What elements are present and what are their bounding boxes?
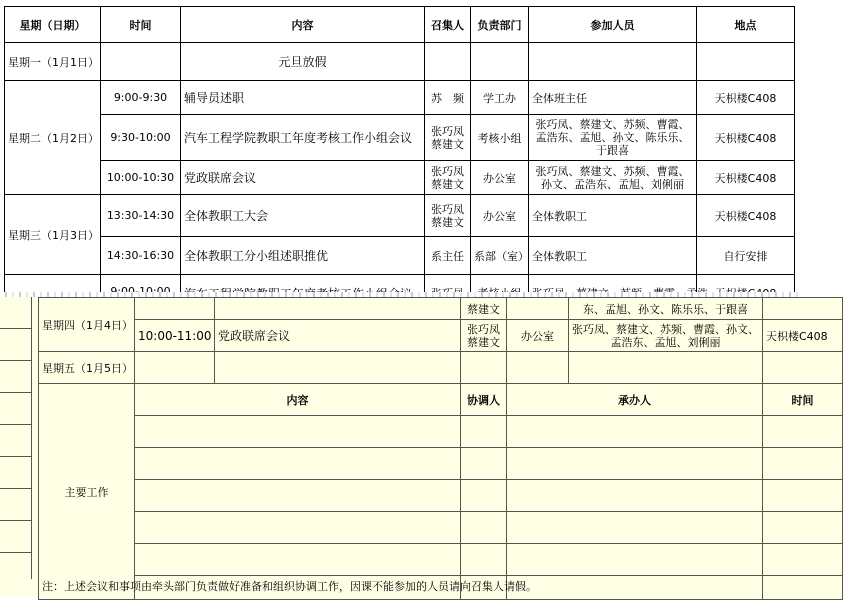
day-cell: 星期五（1月5日）: [39, 352, 135, 384]
table-row: [5, 81, 795, 115]
header-content: 内容: [181, 7, 425, 43]
time-cell: 13:30-14:30: [101, 195, 181, 237]
content-cell: 党政联席会议: [181, 161, 425, 195]
content-cell: 辅导员述职: [181, 81, 425, 115]
place-cell: 天枳楼C408: [697, 115, 795, 161]
main-work-label: 主要工作: [39, 384, 135, 600]
time-cell: 10:00-10:30: [101, 161, 181, 195]
place-cell: 天枳楼C408: [763, 320, 843, 352]
time-cell: 14:30-16:30: [101, 237, 181, 275]
work-header-content: 内容: [135, 384, 461, 416]
people-cell: 张巧凤、蔡建文、苏频、曹霞、孙文、孟浩东、孟旭、刘俐丽: [569, 320, 763, 352]
dept-cell: 系部（室）: [471, 237, 529, 275]
header-place: 地点: [697, 7, 795, 43]
day-cell: 星期四（1月4日）: [39, 298, 135, 352]
dept-cell: 办公室: [471, 195, 529, 237]
place-cell: 自行安排: [697, 237, 795, 275]
header-day: 星期（日期）: [5, 7, 101, 43]
place-cell: 天枳楼C408: [697, 81, 795, 115]
place-cell: 天枳楼C408: [697, 161, 795, 195]
header-dept: 负责部门: [471, 7, 529, 43]
header-convener: 召集人: [425, 7, 471, 43]
people-cell: 全体班主任: [529, 81, 697, 115]
header-people: 参加人员: [529, 7, 697, 43]
table-row: [5, 43, 795, 81]
table-row: [5, 237, 795, 275]
schedule-section-bottom: [0, 297, 828, 597]
day-cell: 星期三（1月3日）: [5, 195, 101, 275]
work-header-undertaker: 承办人: [507, 384, 763, 416]
time-cell: 9:30-10:00: [101, 115, 181, 161]
work-row: [39, 448, 843, 480]
people-cell: 张巧凤、蔡建文、苏频、曹霞、孟浩东、孟旭、孙文、陈乐乐、于跟喜: [529, 115, 697, 161]
dept-cell: 办公室: [507, 320, 569, 352]
content-cell: 全体教职工分小组述职推优: [181, 237, 425, 275]
time-cell: 9:00-9:30: [101, 81, 181, 115]
day-cell: 星期二（1月2日）: [5, 81, 101, 195]
table-row: [39, 298, 843, 320]
people-cell: 全体教职工: [529, 237, 697, 275]
dept-cell: 学工办: [471, 81, 529, 115]
convener-cell: 苏 频: [425, 81, 471, 115]
work-header-time: 时间: [763, 384, 843, 416]
work-row: [39, 416, 843, 448]
time-cell: 10:00-11:00: [135, 320, 215, 352]
people-cell: 全体教职工: [529, 195, 697, 237]
place-cell: 天枳楼C408: [697, 195, 795, 237]
convener-cell: 张巧凤 蔡建文: [461, 320, 507, 352]
work-header-row: [39, 384, 843, 416]
content-cell: 党政联席会议: [215, 320, 461, 352]
left-edge-strip: [0, 297, 32, 579]
work-row: [39, 480, 843, 512]
table-row: [39, 320, 843, 352]
footnote: 注：上述会议和事项由牵头部门负责做好准备和组织协调工作，因课不能参加的人员请向召集人请假。: [42, 580, 537, 593]
convener-cell: 张巧凤 蔡建文: [425, 195, 471, 237]
dept-cell: 考核小组: [471, 115, 529, 161]
convener-cell: 蔡建文: [461, 298, 507, 320]
content-cell: 全体教职工大会: [181, 195, 425, 237]
day-cell: 星期一（1月1日）: [5, 43, 101, 81]
convener-cell: 张巧凤 蔡建文: [425, 115, 471, 161]
convener-cell: 张巧凤 蔡建文: [425, 161, 471, 195]
header-row: [5, 7, 795, 43]
people-cell: 张巧凤、蔡建文、苏频、曹霞、孙文、孟浩东、孟旭、刘俐丽: [529, 161, 697, 195]
convener-cell: 系主任: [425, 237, 471, 275]
work-row: [39, 544, 843, 576]
table-row: [5, 161, 795, 195]
table-row: [39, 352, 843, 384]
schedule-table-top: [4, 6, 795, 311]
work-header-coordinator: 协调人: [461, 384, 507, 416]
dept-cell: 办公室: [471, 161, 529, 195]
work-row: [39, 512, 843, 544]
schedule-table-bottom: [38, 297, 843, 600]
content-cell: 汽车工程学院教职工年度考核工作小组会议: [181, 115, 425, 161]
content-cell: 元旦放假: [181, 43, 425, 81]
table-row: [5, 115, 795, 161]
table-row: [5, 195, 795, 237]
header-time: 时间: [101, 7, 181, 43]
people-cell: 东、孟旭、孙文、陈乐乐、于跟喜: [569, 298, 763, 320]
